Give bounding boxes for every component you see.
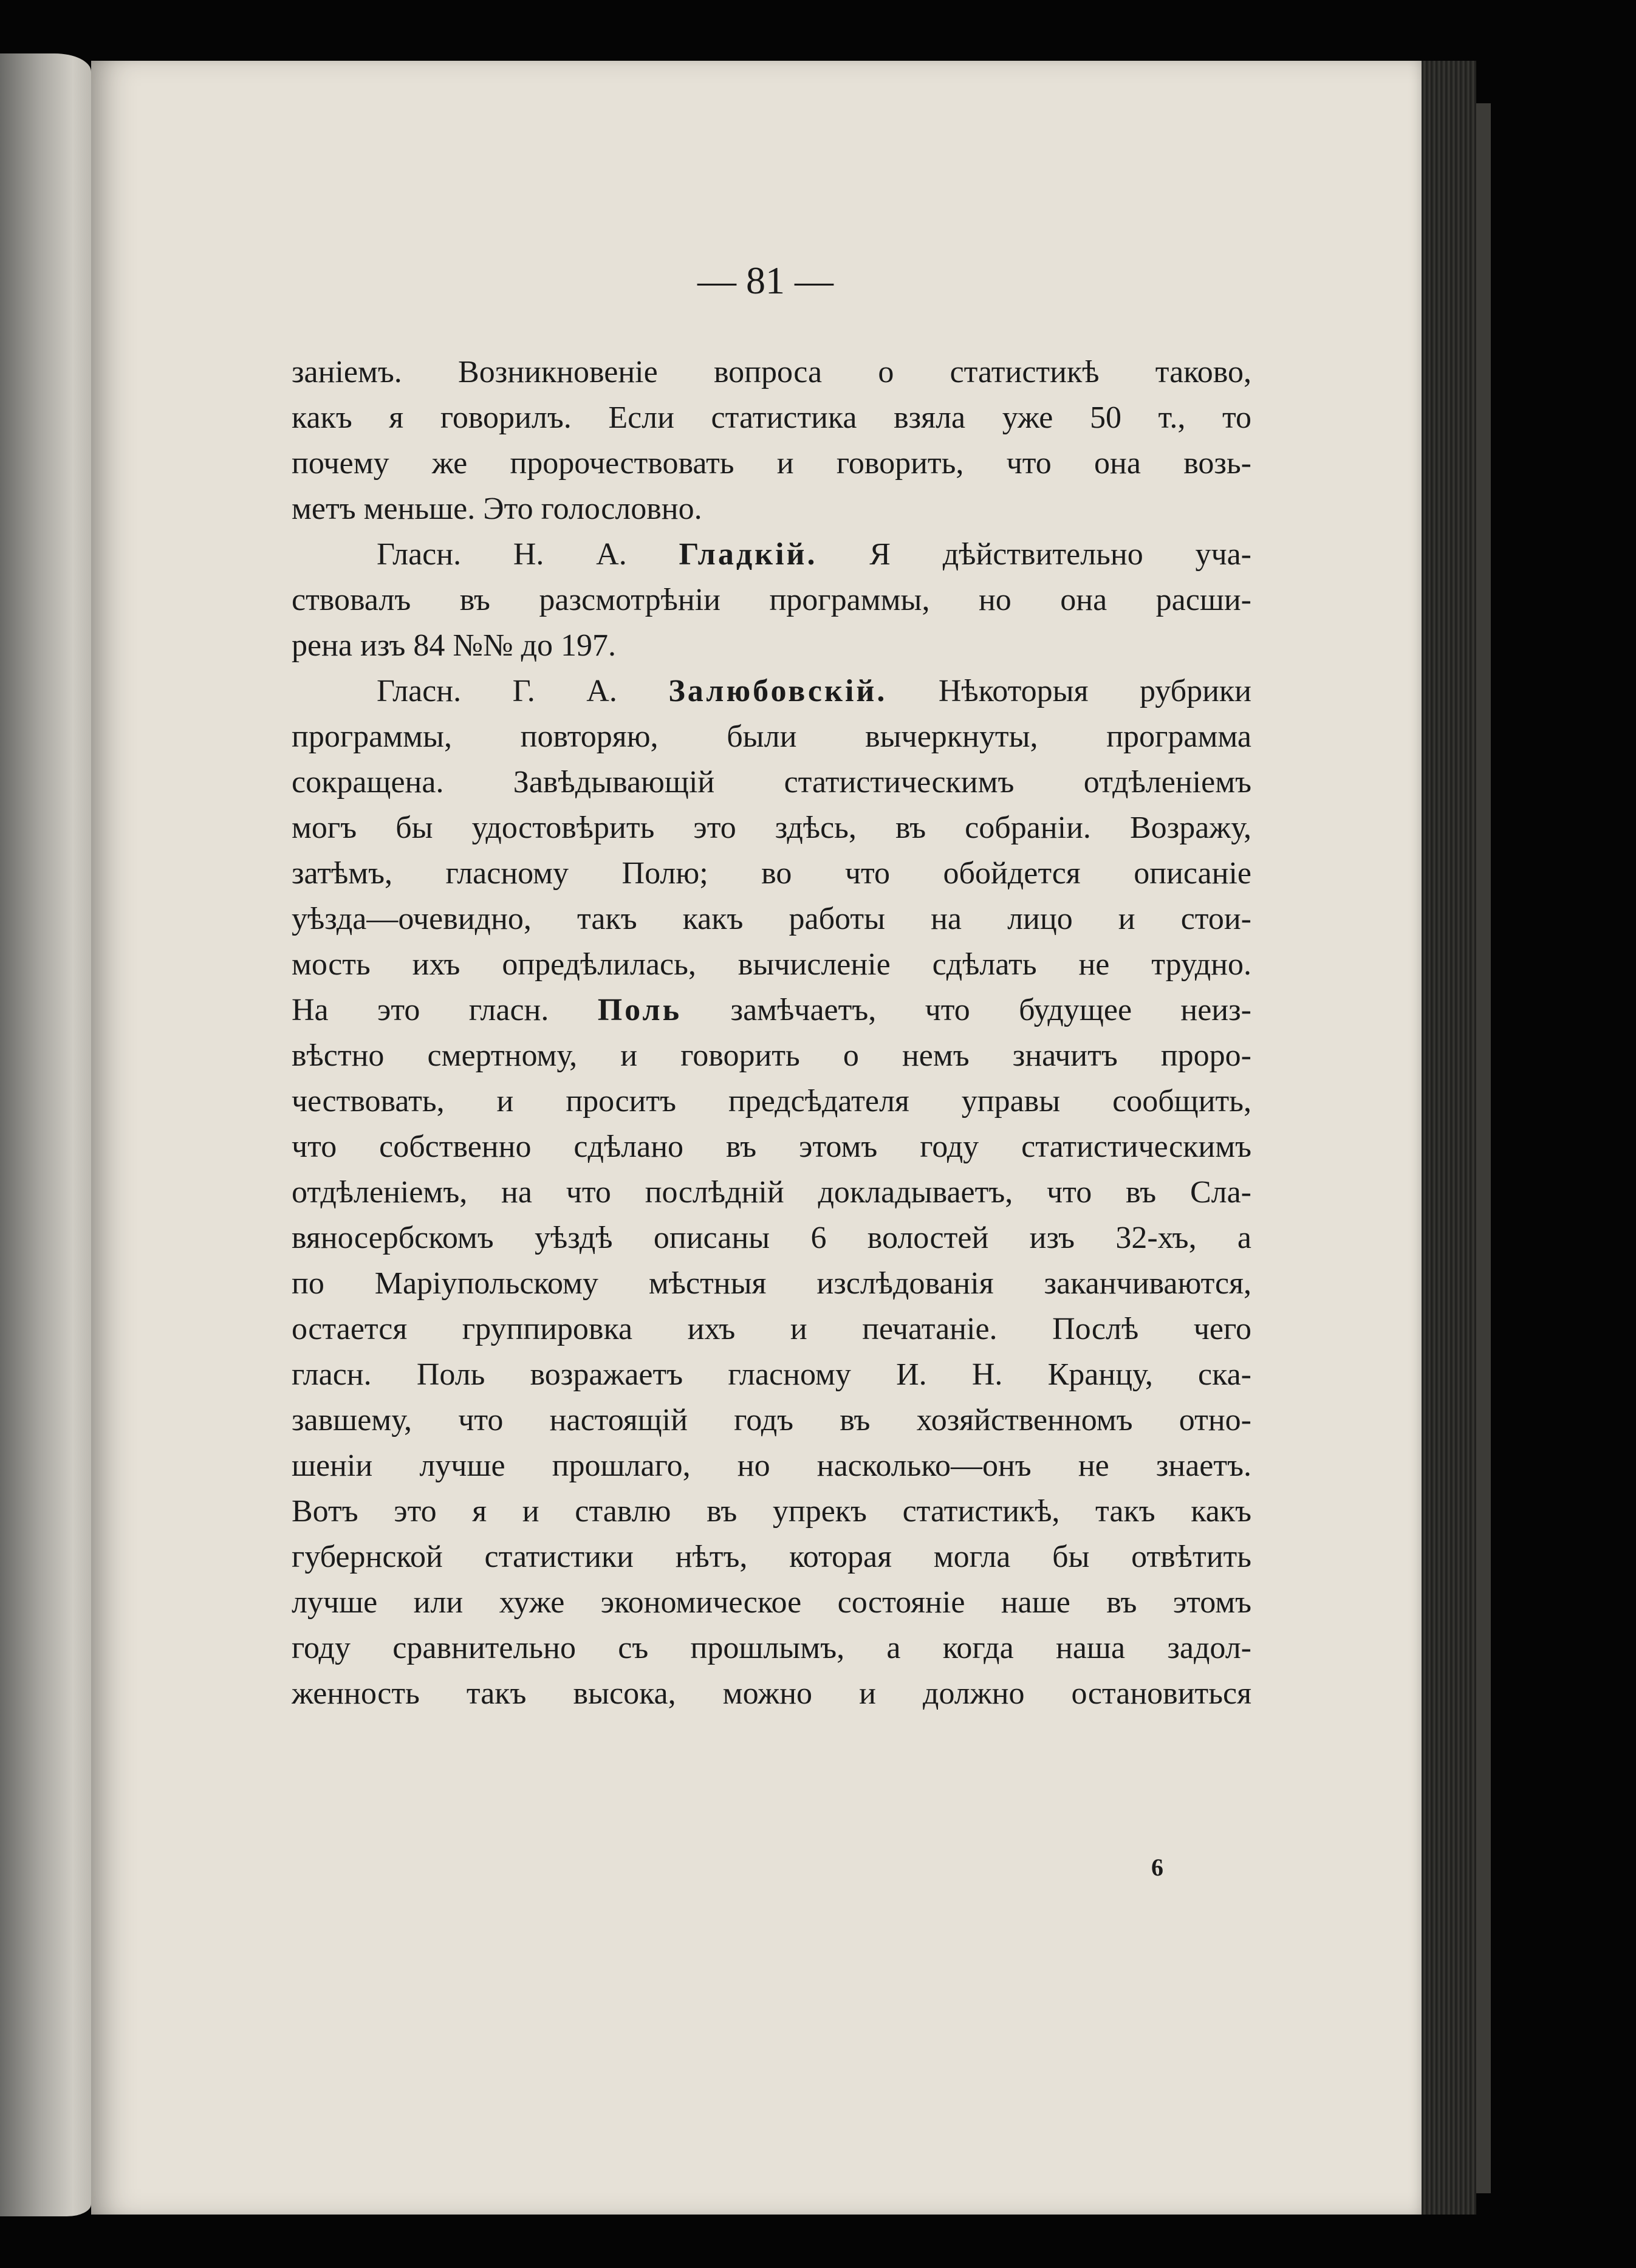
text-line: метъ меньше. Это голословно.: [292, 492, 702, 526]
speaker-prefix: Гласн. Н. А.: [377, 537, 679, 572]
text-line: мость ихъ опредѣлилась, вычисленіе сдѣлать не трудно.: [292, 947, 1251, 982]
left-page-edge: [0, 53, 91, 2216]
text-line: уѣзда—очевидно, такъ какъ работы на лицо и стои-: [292, 902, 1251, 936]
text-line: сокращена. Завѣдывающій статистическимъ отдѣленіемъ: [292, 765, 1251, 800]
text-line: губернской статистики нѣтъ, которая могла бы отвѣтить: [292, 1540, 1251, 1574]
text-line: вяносербскомъ уѣздѣ описаны 6 волостей изъ 32-хъ, а: [292, 1221, 1251, 1255]
text-line: ствовалъ въ разсмотрѣніи программы, но она расши-: [292, 583, 1251, 617]
text-line: отдѣленіемъ, на что послѣдній докладываетъ, что въ Сла-: [292, 1175, 1251, 1210]
speaker-name: Гладкій.: [679, 537, 818, 572]
page-number: — 81 —: [697, 259, 833, 302]
text-line: программы, повторяю, были вычеркнуты, программа: [292, 719, 1251, 754]
text-line: вѣстно смертному, и говорить о немъ значитъ проро-: [292, 1038, 1251, 1073]
text-line: завшему, что настоящій годъ въ хозяйственномъ отно-: [292, 1403, 1251, 1437]
speaker-line: [292, 668, 1251, 714]
speaker-name: Поль: [597, 993, 682, 1027]
text-line: Вотъ это я и ставлю въ упрекъ статистикѣ, такъ какъ: [292, 1494, 1251, 1529]
speaker-prefix: Гласн. Г. А.: [377, 674, 669, 708]
text-line: по Маріупольскому мѣстныя изслѣдованія заканчиваются,: [292, 1266, 1251, 1301]
text-line: какъ я говорилъ. Если статистика взяла уже 50 т., то: [292, 400, 1251, 435]
speaker-name: Залюбовскій.: [668, 674, 888, 708]
book-cover-edge: [1476, 103, 1491, 2193]
text-line: чествовать, и проситъ предсѣдателя управы сообщить,: [292, 1084, 1251, 1119]
speech-text: замѣчаетъ, что будущее неиз-: [682, 993, 1251, 1027]
speaker-line: [292, 532, 1251, 577]
text-line: остается группировка ихъ и печатаніе. Послѣ чего: [292, 1312, 1251, 1346]
text-line: могъ бы удостовѣрить это здѣсь, въ собраніи. Возражу,: [292, 810, 1251, 845]
text-line: году сравнительно съ прошлымъ, а когда наша задол-: [292, 1631, 1251, 1665]
signature-mark: 6: [1151, 1854, 1163, 1881]
text-line: гласн. Поль возражаетъ гласному И. Н. Кранцу, ска-: [292, 1357, 1251, 1392]
text-line: что собственно сдѣлано въ этомъ году статистическимъ: [292, 1129, 1251, 1164]
speech-text: Я дѣйствительно уча-: [817, 537, 1251, 572]
text-line: женность такъ высока, можно и должно остановиться: [292, 1676, 1251, 1711]
text-line: почему же пророчествовать и говорить, что она возь-: [292, 446, 1251, 481]
text-line: шеніи лучше прошлаго, но насколько—онъ не знаетъ.: [292, 1448, 1251, 1483]
text-line: лучше или хуже экономическое состояніе наше въ этомъ: [292, 1585, 1251, 1620]
text-line: рена изъ 84 №№ до 197.: [292, 628, 617, 663]
page-stack-edges: [1422, 61, 1476, 2215]
text-line: затѣмъ, гласному Полю; во что обойдется описаніе: [292, 856, 1251, 891]
speech-text: Нѣкоторыя рубрики: [887, 674, 1251, 708]
body-text: [292, 349, 1251, 1716]
text-line: заніемъ. Возникновеніе вопроса о статистикѣ таково,: [292, 355, 1251, 389]
speaker-line: [292, 987, 1251, 1033]
speaker-prefix: На это гласн.: [292, 993, 598, 1027]
